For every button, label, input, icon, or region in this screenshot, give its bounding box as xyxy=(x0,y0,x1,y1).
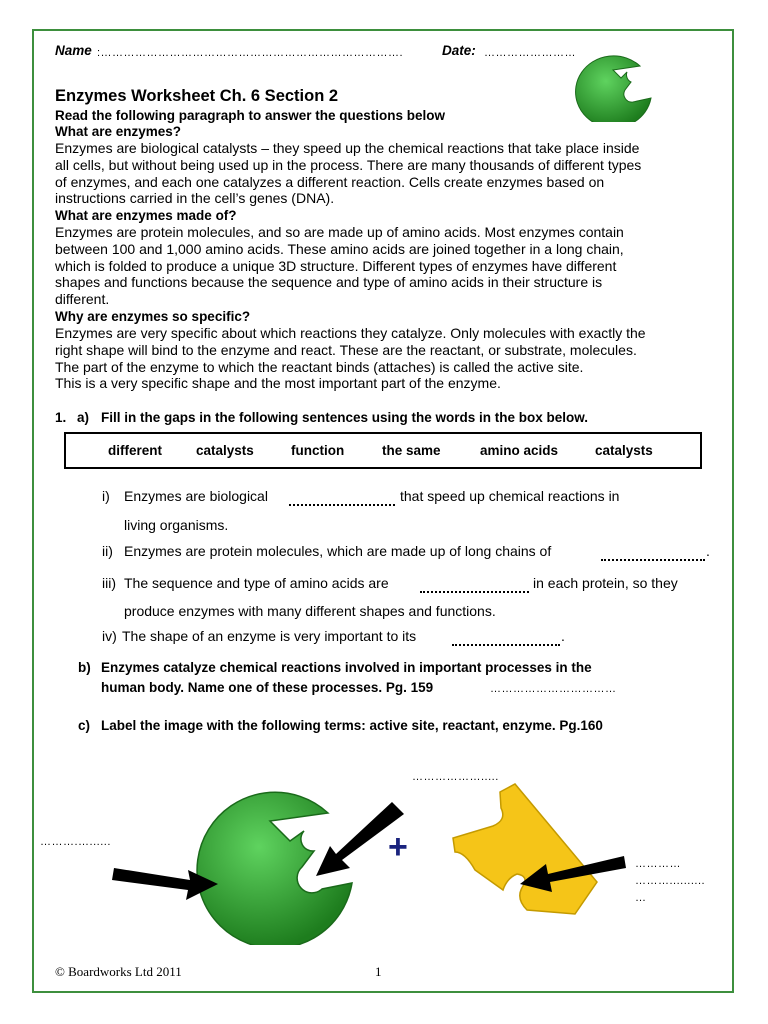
section-heading: Why are enzymes so specific? xyxy=(55,309,251,324)
section-paragraph: Enzymes are protein molecules, and so are made up of amino acids. Most enzymes contain between 100 and 1,000 amino acids. These amino acids are joined together in a long chain, which is folded to produce a unique 3D structure. Different types of enzymes have different shapes and functions because the sequence and type of amino acids in their structure is different. xyxy=(55,224,624,308)
label-blank-top[interactable]: ………………..... xyxy=(412,771,499,783)
instruction: Read the following paragraph to answer the questions below xyxy=(55,108,446,123)
answer-blank[interactable] xyxy=(601,547,705,561)
question-text: Label the image with the following terms: active site, reactant, enzyme. Pg.160 xyxy=(101,718,603,733)
item-number: ii) xyxy=(102,543,113,559)
answer-blank[interactable] xyxy=(452,632,560,646)
question-text: Fill in the gaps in the following sentences using the words in the box below. xyxy=(101,410,589,425)
question-text: Enzymes catalyze chemical reactions involved in important processes in the xyxy=(101,660,592,675)
item-text: in each protein, so they xyxy=(533,575,678,591)
question-part-label: c) xyxy=(78,718,91,733)
item-text: The shape of an enzyme is very important to its xyxy=(122,628,417,644)
section-heading: What are enzymes? xyxy=(55,124,182,139)
item-text: Enzymes are protein molecules, which are made up of long chains of xyxy=(124,543,552,559)
section-heading: What are enzymes made of? xyxy=(55,208,237,223)
label-blank-right[interactable]: … xyxy=(635,892,647,904)
question-number: 1. xyxy=(55,410,67,425)
item-text: . xyxy=(706,543,710,559)
word-option: different xyxy=(108,443,162,458)
diagram-arrows xyxy=(0,760,768,960)
date-label: Date: xyxy=(442,43,476,58)
item-text: Enzymes are biological xyxy=(124,488,268,504)
item-number: iii) xyxy=(102,575,116,591)
copyright: © Boardworks Ltd 2011 xyxy=(55,964,182,979)
word-option: function xyxy=(291,443,345,458)
section-paragraph: Enzymes are very specific about which reactions they catalyze. Only molecules with exactly the right shape will bind to the enzyme and react. These are the reactant, or substrate, molecules. The part of the enzyme to which the reactant binds (attaches) is called the active site. This is a very specific shape and the most important part of the enzyme. xyxy=(55,325,646,392)
label-blank-right[interactable]: ………… xyxy=(635,858,681,870)
item-text: . xyxy=(561,628,565,644)
item-text: The sequence and type of amino acids are xyxy=(124,575,389,591)
arrow-left xyxy=(112,868,218,900)
answer-dots[interactable]: …………………………… xyxy=(490,683,617,695)
page-title: Enzymes Worksheet Ch. 6 Section 2 xyxy=(55,87,339,105)
word-option: amino acids xyxy=(480,443,559,458)
arrow-right xyxy=(520,856,626,892)
label-blank-right[interactable]: ……….......... xyxy=(635,875,706,887)
arrow-top xyxy=(316,802,404,876)
page-number: 1 xyxy=(375,964,382,979)
label-blank-left[interactable]: ……….…...... xyxy=(40,836,111,848)
word-option: the same xyxy=(382,443,441,458)
name-field[interactable]: :……………………………………………………………………. xyxy=(97,47,404,59)
item-number: iv) xyxy=(102,628,117,644)
answer-blank[interactable] xyxy=(289,492,395,506)
item-number: i) xyxy=(102,488,110,504)
date-field[interactable]: …………………… xyxy=(484,47,576,59)
item-text: living organisms. xyxy=(124,517,229,533)
section-paragraph: Enzymes are biological catalysts – they speed up the chemical reactions that take place inside all cells, but without being used up in the process. There are many thousands of different types of enzymes, and each one catalyzes a different reaction. Cells create enzymes based on instructions carried in the cell’s genes (DNA). xyxy=(55,140,642,207)
answer-blank[interactable] xyxy=(420,579,529,593)
question-text: human body. Name one of these processes. Pg. 159 xyxy=(101,680,434,695)
name-label: Name xyxy=(55,43,92,58)
word-option: catalysts xyxy=(196,443,254,458)
plus-sign: + xyxy=(388,828,408,866)
question-part-label: a) xyxy=(77,410,90,425)
item-text: that speed up chemical reactions in xyxy=(400,488,620,504)
item-text: produce enzymes with many different shapes and functions. xyxy=(124,603,496,619)
word-box xyxy=(64,432,702,469)
word-option: catalysts xyxy=(595,443,653,458)
question-part-label: b) xyxy=(78,660,91,675)
